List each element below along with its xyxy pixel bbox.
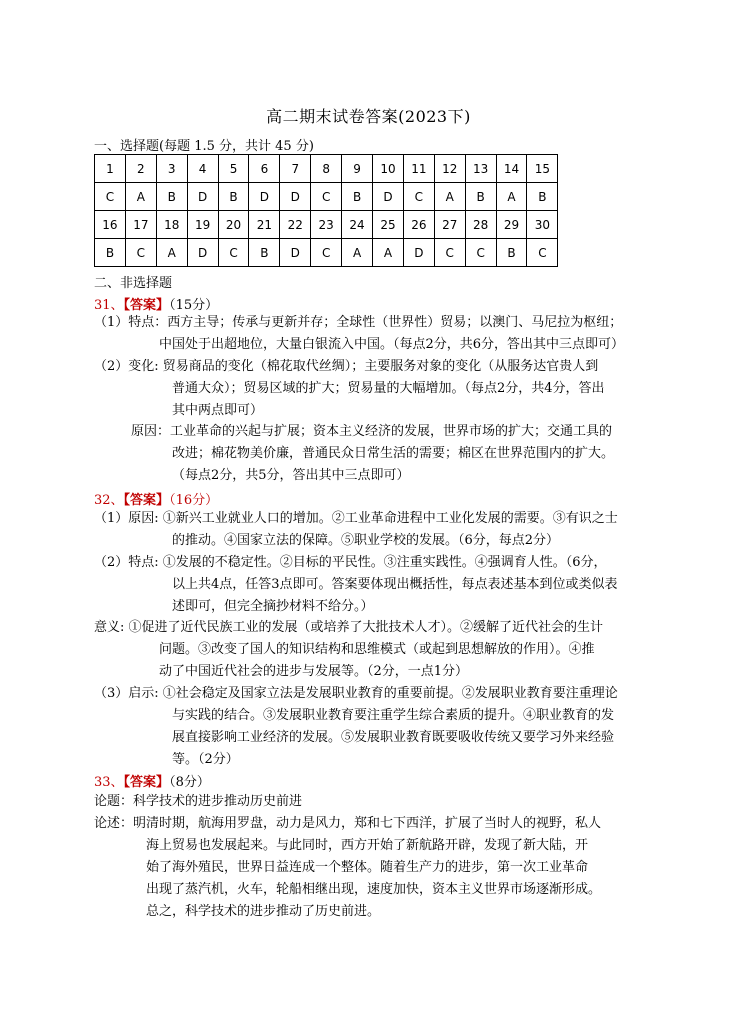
answer-letter-cell: C bbox=[125, 239, 156, 267]
q32-line: 的推动。④国家立法的保障。⑤职业学校的发展。（6分，每点2分） bbox=[172, 533, 560, 548]
question-number-cell: 22 bbox=[280, 211, 311, 239]
question-number-cell: 18 bbox=[156, 211, 187, 239]
q32-line: 与实践的结合。③发展职业教育要注重学生综合素质的提升。④职业教育的发 bbox=[172, 708, 615, 723]
question-number-cell: 13 bbox=[465, 155, 496, 183]
q32-line: （1）原因: ①新兴工业就业人口的增加。②工业革命进程中工业化发展的需要。③有识之士 bbox=[94, 511, 618, 526]
question-number-cell: 20 bbox=[218, 211, 249, 239]
answer-letter-cell: B bbox=[249, 239, 280, 267]
answer-letter-cell: C bbox=[311, 239, 342, 267]
answer-letter-cell: A bbox=[156, 239, 187, 267]
q32-line: 述即可，但完全摘抄材料不给分。） bbox=[172, 599, 374, 614]
answer-letter-cell: C bbox=[403, 183, 434, 211]
answer-table-row bbox=[95, 183, 558, 211]
q32-line: 以上共4点，任答3点即可。答案要体现出概括性，每点表述基本到位或类似表 bbox=[172, 577, 618, 592]
answer-table bbox=[94, 154, 558, 267]
q32-line: （3）启示: ①社会稳定及国家立法是发展职业教育的重要前提。②发展职业教育要注重理论 bbox=[94, 686, 618, 701]
answer-letter-cell: A bbox=[125, 183, 156, 211]
answer-letter-cell: D bbox=[187, 183, 218, 211]
answer-letter-cell: A bbox=[496, 183, 527, 211]
question-number-cell: 25 bbox=[373, 211, 404, 239]
q33-answer-tag: 【答案】 bbox=[123, 775, 170, 790]
answer-letter-cell: B bbox=[218, 183, 249, 211]
answer-letter-cell: B bbox=[465, 183, 496, 211]
q31-line: 普通大众）；贸易区域的扩大；贸易量的大幅增加。（每点2分，共4分，答出 bbox=[172, 381, 605, 396]
question-number-cell: 6 bbox=[249, 155, 280, 183]
answer-letter-cell: A bbox=[373, 239, 404, 267]
q33-header bbox=[94, 771, 210, 790]
question-number-cell: 2 bbox=[125, 155, 156, 183]
q33-line: 出现了蒸汽机，火车，轮船相继出现，速度加快，资本主义世界市场逐渐形成。 bbox=[146, 882, 602, 897]
section-choice-heading: 一、选择题(每题 1.5 分，共计 45 分) bbox=[94, 139, 314, 154]
page-title: 高二期末试卷答案(2023下) bbox=[266, 107, 471, 126]
question-number-cell: 12 bbox=[434, 155, 465, 183]
answer-letter-cell: D bbox=[373, 183, 404, 211]
question-number-cell: 9 bbox=[342, 155, 373, 183]
question-number-cell: 5 bbox=[218, 155, 249, 183]
answer-table-row bbox=[95, 239, 558, 267]
answer-table-row bbox=[95, 155, 558, 183]
q32-answer-tag: 【答案】 bbox=[123, 493, 170, 508]
q31-line: （2）变化: 贸易商品的变化（棉花取代丝绸）；主要服务对象的变化（从服务达官贵人到 bbox=[94, 359, 599, 374]
q31-answer-tag: 【答案】 bbox=[123, 298, 170, 313]
q32-line: 等。（2分） bbox=[172, 752, 239, 767]
answer-table-row bbox=[95, 211, 558, 239]
q33-score: （8分） bbox=[169, 775, 210, 790]
question-number-cell: 4 bbox=[187, 155, 218, 183]
question-number-cell: 8 bbox=[311, 155, 342, 183]
answer-letter-cell: B bbox=[342, 183, 373, 211]
question-number-cell: 11 bbox=[403, 155, 434, 183]
question-number-cell: 23 bbox=[311, 211, 342, 239]
answer-letter-cell: A bbox=[342, 239, 373, 267]
question-number-cell: 14 bbox=[496, 155, 527, 183]
q31-line: （每点2分，共5分，答出其中三点即可） bbox=[172, 468, 410, 483]
question-number-cell: 24 bbox=[342, 211, 373, 239]
q31-line: （1）特点：西方主导；传承与更新并存；全球性（世界性）贸易；以澳门、马尼拉为枢纽； bbox=[94, 315, 623, 330]
answer-letter-cell: D bbox=[249, 183, 280, 211]
answer-letter-cell: C bbox=[527, 239, 558, 267]
answer-letter-cell: D bbox=[403, 239, 434, 267]
answer-letter-cell: C bbox=[434, 239, 465, 267]
q31-line: 原因：工业革命的兴起与扩展；资本主义经济的发展，世界市场的扩大；交通工具的 bbox=[131, 424, 613, 439]
question-number-cell: 29 bbox=[496, 211, 527, 239]
q33-line: 海上贸易也发展起来。与此同时，西方开始了新航路开辟，发现了新大陆，开 bbox=[146, 838, 589, 853]
answer-letter-cell: C bbox=[218, 239, 249, 267]
q33-line: 始了海外殖民，世界日益连成一个整体。随着生产力的进步，第一次工业革命 bbox=[146, 860, 589, 875]
q32-score: （16分） bbox=[169, 493, 219, 508]
q32-line: 问题。③改变了国人的知识结构和思维模式（或起到思想解放的作用）。④推 bbox=[159, 642, 595, 657]
q32-line: 展直接影响工业经济的发展。⑤发展职业教育既要吸收传统又要学习外来经验 bbox=[172, 730, 615, 745]
question-number-cell: 30 bbox=[527, 211, 558, 239]
q31-number: 31、 bbox=[94, 298, 124, 313]
question-number-cell: 27 bbox=[434, 211, 465, 239]
question-number-cell: 17 bbox=[125, 211, 156, 239]
q31-line: 改进；棉花物美价廉，普通民众日常生活的需要；棉区在世界范围内的扩大。 bbox=[172, 446, 615, 461]
q33-line: 论述：明清时期，航海用罗盘，动力是风力，郑和七下西洋，扩展了当时人的视野，私人 bbox=[94, 816, 602, 831]
q31-score: （15分） bbox=[169, 298, 219, 313]
answer-letter-cell: B bbox=[95, 239, 126, 267]
q32-line: （2）特点: ①发展的不稳定性。②目标的平民性。③注重实践性。④强调育人性。（6分， bbox=[94, 555, 607, 570]
question-number-cell: 15 bbox=[527, 155, 558, 183]
answer-letter-cell: B bbox=[527, 183, 558, 211]
q31-line: 其中两点即可） bbox=[172, 403, 264, 418]
answer-letter-cell: D bbox=[187, 239, 218, 267]
answer-letter-cell: C bbox=[311, 183, 342, 211]
question-number-cell: 16 bbox=[95, 211, 126, 239]
answer-letter-cell: A bbox=[434, 183, 465, 211]
question-number-cell: 21 bbox=[249, 211, 280, 239]
question-number-cell: 7 bbox=[280, 155, 311, 183]
answer-letter-cell: D bbox=[280, 239, 311, 267]
section-nonchoice-heading: 二、非选择题 bbox=[94, 276, 173, 291]
question-number-cell: 10 bbox=[373, 155, 404, 183]
q33-line: 总之，科学技术的进步推动了历史前进。 bbox=[146, 904, 381, 919]
question-number-cell: 3 bbox=[156, 155, 187, 183]
q32-line: 动了中国近代社会的进步与发展等。（2分，一点1分） bbox=[159, 664, 469, 679]
q33-number: 33、 bbox=[94, 775, 124, 790]
question-number-cell: 28 bbox=[465, 211, 496, 239]
answer-letter-cell: C bbox=[95, 183, 126, 211]
q32-line: 意义: ①促进了近代民族工业的发展（或培养了大批技术人才）。②缓解了近代社会的生计 bbox=[94, 620, 604, 635]
q33-line: 论题：科学技术的进步推动历史前进 bbox=[94, 794, 303, 809]
question-number-cell: 19 bbox=[187, 211, 218, 239]
answer-letter-cell: B bbox=[156, 183, 187, 211]
q31-line: 中国处于出超地位，大量白银流入中国。（每点2分，共6分，答出其中三点即可） bbox=[159, 337, 625, 352]
question-number-cell: 26 bbox=[403, 211, 434, 239]
answer-letter-cell: C bbox=[465, 239, 496, 267]
question-number-cell: 1 bbox=[95, 155, 126, 183]
q32-header bbox=[94, 489, 218, 508]
q31-header bbox=[94, 294, 218, 313]
answer-letter-cell: D bbox=[280, 183, 311, 211]
answer-letter-cell: B bbox=[496, 239, 527, 267]
q32-number: 32、 bbox=[94, 493, 124, 508]
